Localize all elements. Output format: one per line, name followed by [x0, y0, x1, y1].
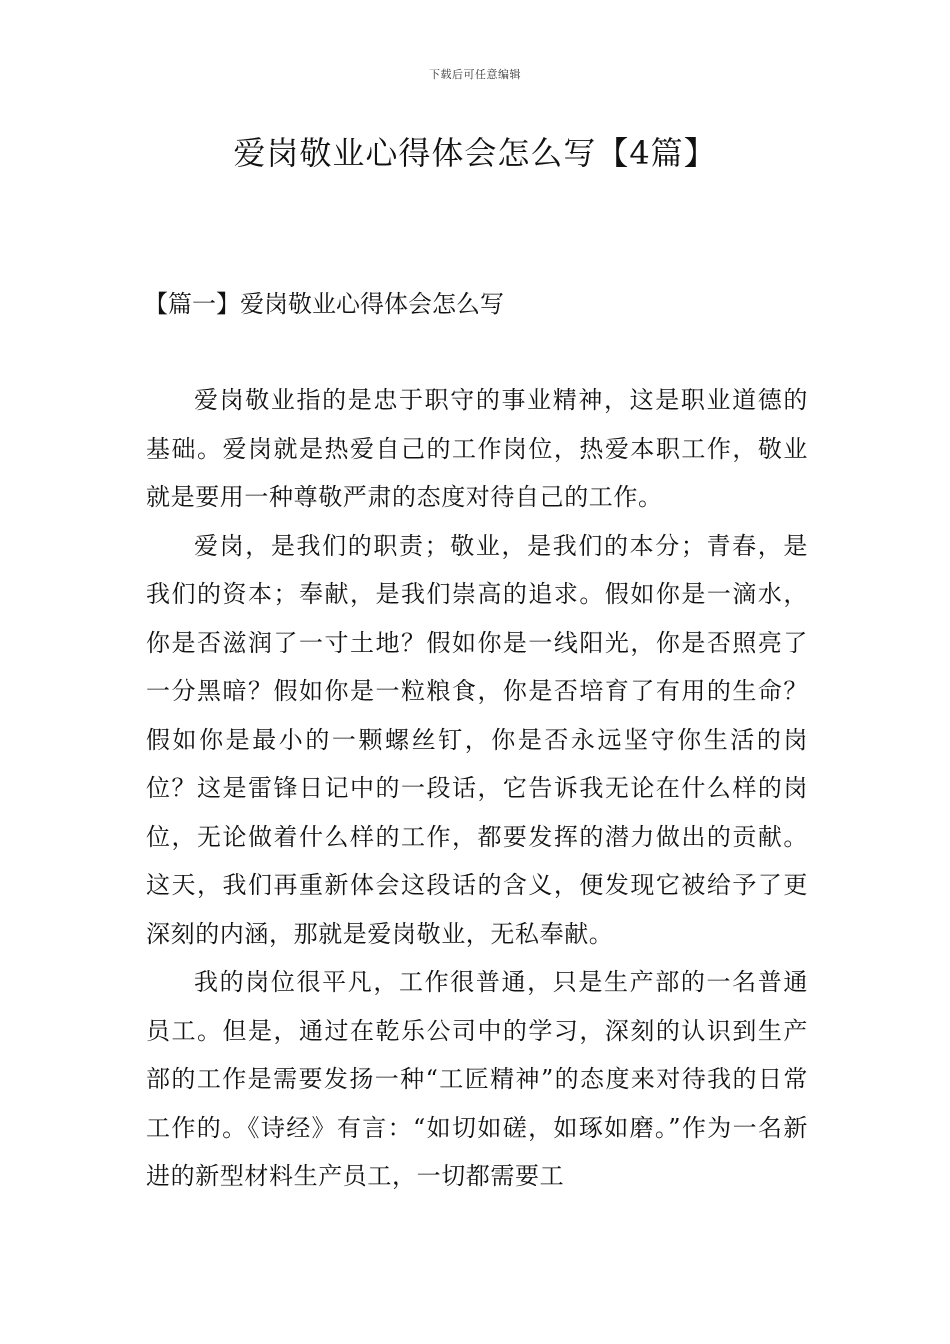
- paragraph: 爱岗敬业指的是忠于职守的事业精神，这是职业道德的基础。爱岗就是热爱自己的工作岗位，热爱本职工作，敬业就是要用一种尊敬严肃的态度对待自己的工作。: [146, 386, 808, 511]
- paragraph: 爱岗，是我们的职责；敬业，是我们的本分；青春，是我们的资本；奉献，是我们崇高的追求。假如你是一滴水，你是否滋润了一寸土地？假如你是一线阳光，你是否照亮了一分黑暗？假如你是一粒粮食，你是否培育了有用的生命？假如你是最小的一颗螺丝钉，你是否永远坚守你生活的岗位？这是雷锋日记中的一段话，它告诉我无论在什么样的岗位，无论做着什么样的工作，都要发挥的潜力做出的贡献。这天，我们再重新体会这段话的含义，便发现它被给予了更深刻的内涵，那就是爱岗敬业，无私奉献。: [146, 531, 808, 948]
- document-title: 爱岗敬业心得体会怎么写【4篇】: [233, 134, 717, 172]
- section-heading: 【篇一】爱岗敬业心得体会怎么写: [144, 290, 504, 318]
- body-text: [146, 376, 808, 1201]
- paragraph: 我的岗位很平凡，工作很普通，只是生产部的一名普通员工。但是，通过在乾乐公司中的学习，深刻的认识到生产部的工作是需要发扬一种“工匠精神”的态度来对待我的日常工作的。《诗经》有言：“如切如磋，如琢如磨。”作为一名新进的新型材料生产员工，一切都需要工: [146, 968, 808, 1190]
- header-note: 下载后可任意编辑: [429, 68, 521, 81]
